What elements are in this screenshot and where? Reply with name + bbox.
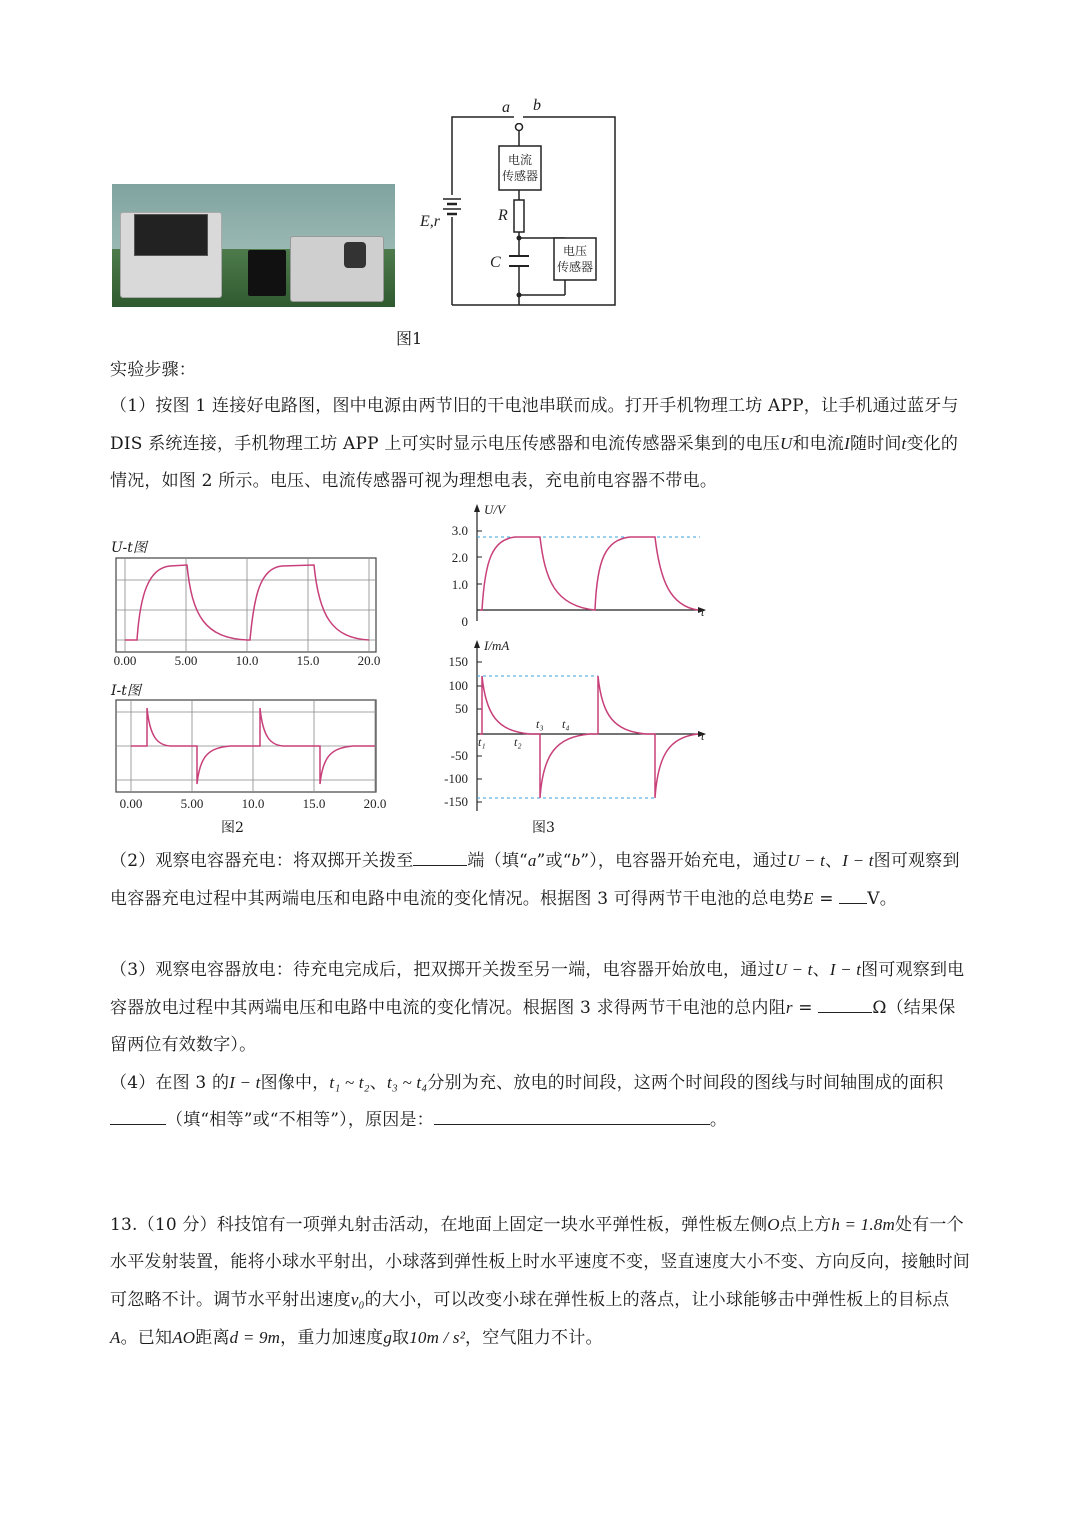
figure2-it-title: I-t图 [111,683,141,699]
voltage-sensor-label-2: 传感器 [556,260,594,274]
ut-tick-1: 5.00 [174,653,198,668]
resistor [514,200,524,232]
t3-label: t₃ [536,717,544,731]
blank-emf[interactable] [839,885,867,904]
step2-paragraph: （2）观察电容器充电：将双掷开关拨至 端（填“a”或“b”），电容器开始充电，通过U − t、I − t图可观察到电容器充电过程中其两端电压和电路中电流的变化情况。根据图 3 可得两节干电池的总电势E = V。 [110,842,972,918]
figure3-caption: 图3 [532,820,555,836]
i-tick-neg150: -150 [444,794,468,809]
blank-area-equal[interactable] [110,1106,166,1125]
it-tick-4: 20.0 [363,796,387,811]
i-tick-neg50: -50 [450,748,468,763]
blank-reason[interactable] [434,1106,710,1125]
it-tick-0: 0.00 [119,796,143,811]
label-C: C [490,254,501,271]
it-tick-2: 10.0 [241,796,265,811]
u-tick-2: 2.0 [451,550,468,565]
u-tick-1: 1.0 [451,577,468,592]
t1-label: t₁ [478,735,486,749]
ut-tick-0: 0.00 [113,653,137,668]
circuit-diagram [410,90,640,320]
label-b: b [533,97,541,114]
junction-bottom [517,293,522,298]
voltage-sensor-label-1: 电压 [562,244,588,258]
label-a: a [502,99,510,116]
t4-label: t₄ [562,717,570,731]
figure2-it-screen [110,698,390,816]
switch-terminal [516,124,523,131]
question-13-paragraph: 13.（10 分）科技馆有一项弹丸射击活动，在地面上固定一块水平弹性板，弹性板左侧O点上方h = 1.8m处有一个水平发射装置，能将小球水平射出，小球落到弹性板上时水平速度不变，竖直速度大小不变、方向反向，接触时间可忽略不计。调节水平射出速度v₀的大小，可以改变小球在弹性板上的落点，让小球能够击中弹性板上的目标点A。已知AO距离d = 9m，重力加速度g取10m / s²，空气阻力不计。 [110,1215,970,1348]
i-tick-100: 100 [448,678,468,693]
figure2-caption: 图2 [221,820,244,836]
ut-tick-2: 10.0 [235,653,259,668]
u-axis-label: U/V [484,502,505,517]
capacitor-module-box [290,236,384,302]
blank-internal-resistance[interactable] [818,994,872,1013]
it-tick-1: 5.00 [180,796,204,811]
it-tick-3: 15.0 [302,796,326,811]
ut-tick-4: 20.0 [357,653,381,668]
i-t-label: t [701,729,705,743]
circuit-board [134,214,208,256]
steps-heading: 实验步骤： [110,360,196,380]
apparatus-photo [112,184,395,307]
i-tick-150: 150 [448,654,468,669]
u-tick-0: 0 [461,614,468,629]
u-t-label: t [701,605,705,619]
step3-paragraph: （3）观察电容器放电：待充电完成后，把双掷开关拨至另一端，电容器开始放电，通过U − t、I − t图可观察到电容器放电过程中其两端电压和电路中电流的变化情况。根据图 3 求得两节干电池的总内阻r = Ω（结果保留两位有效数字）。 [110,960,965,1055]
i-curve [480,676,698,798]
step1-paragraph: （1）按图 1 连接好电路图，图中电源由两节旧的干电池串联而成。打开手机物理工坊 APP，让手机通过蓝牙与 DIS 系统连接，手机物理工坊 APP 上可实时显示电压传感器和电流传感器采集到的电压U和电流I随时间t变化的情况，如图 2 所示。电压、电流传感器可视为理想电表，充电前电容器不带电。 [110,396,959,491]
figure2-ut-title: U-t图 [111,540,147,556]
capacitor-component [344,242,366,268]
i-tick-neg100: -100 [444,771,468,786]
figure1-caption: 图1 [396,329,423,348]
step4-paragraph: （4）在图 3 的I − t图像中，t₁ ~ t₂、t₃ ~ t₄分别为充、放电的时间段，这两个时间段的图线与时间轴围成的面积（填“相等”或“不相等”），原因是： 。 [110,1073,944,1130]
current-sensor-label-1: 电流 [507,153,533,167]
i-axis-label: I/mA [484,638,510,653]
blank-switch-terminal[interactable] [413,847,467,866]
t2-label: t₂ [514,735,522,749]
label-Er: E,r [420,213,440,230]
figure3-u-graph [430,500,720,635]
label-R: R [498,207,508,224]
u-tick-3: 3.0 [451,523,468,538]
current-sensor-label-2: 传感器 [501,169,539,183]
u-curve [480,537,698,610]
figure3-i-graph [430,636,720,816]
ut-tick-3: 15.0 [296,653,320,668]
junction-top [517,236,522,241]
figure2-ut-screen [110,556,390,671]
battery-box [248,250,286,296]
i-tick-50: 50 [455,701,468,716]
